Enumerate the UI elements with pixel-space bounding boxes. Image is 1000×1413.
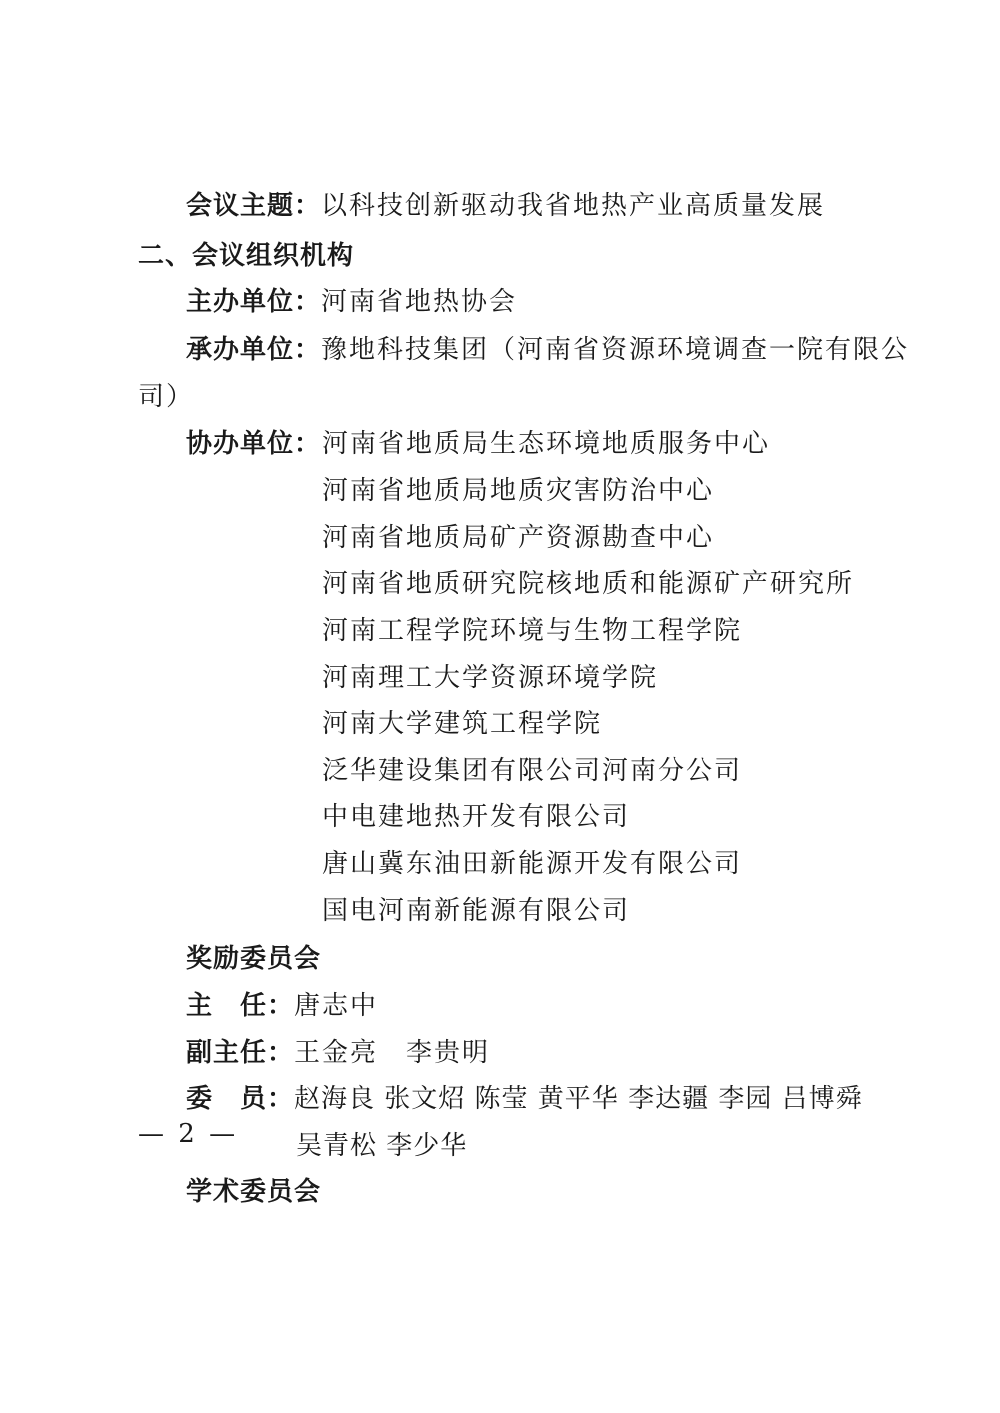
organizer-text-cont: 司） [138,382,195,412]
academic-committee-heading: 学术委员会 [186,1177,322,1207]
section2-heading: 二、会议组织机构 [138,241,355,271]
award-members-label: 委 员： [186,1084,295,1114]
co-organizer-item: 河南理工大学资源环境学院 [322,663,659,693]
organizer-line [186,334,909,366]
co-organizer-item: 河南省地质局生态环境地质服务中心 [322,429,771,459]
organizer-text: 豫地科技集团（河南省资源环境调查一院有限公 [321,335,910,365]
award-director: 唐志中 [294,991,379,1021]
award-deputies: 王金亮 李贵明 [294,1038,491,1068]
theme-line [186,190,825,222]
co-organizer-item: 河南省地质研究院核地质和能源矿产研究所 [322,569,855,599]
co-organizer-item: 中电建地热开发有限公司 [322,802,631,832]
host-text: 河南省地热协会 [321,287,518,317]
organizer-label: 承办单位： [186,335,322,365]
theme-label: 会议主题： [186,191,322,221]
co-organizer-item: 国电河南新能源有限公司 [322,896,631,926]
host-label: 主办单位： [186,287,322,317]
award-deputy-line [186,1037,490,1069]
co-organizer-item: 唐山冀东油田新能源开发有限公司 [322,849,743,879]
co-organizer-item: 河南省地质局地质灾害防治中心 [322,476,715,506]
co-organizer-item: 河南工程学院环境与生物工程学院 [322,616,743,646]
award-director-label: 主 任： [186,991,295,1021]
award-committee-heading: 奖励委员会 [186,944,322,974]
co-organizer-item: 河南省地质局矿产资源勘查中心 [322,523,715,553]
host-line [186,286,517,318]
co-organizer-item: 河南大学建筑工程学院 [322,709,603,739]
award-members-cont: 吴青松 李少华 [296,1131,468,1161]
co-organizers-label: 协办单位： [186,429,322,459]
award-members-line [186,1083,863,1115]
theme-text: 以科技创新驱动我省地热产业高质量发展 [321,191,826,221]
co-organizer-item: 泛华建设集团有限公司河南分公司 [322,756,743,786]
award-deputy-label: 副主任： [186,1038,295,1068]
award-director-line [186,990,378,1022]
award-members: 赵海良 张文炤 陈莹 黄平华 李达疆 李园 吕博舜 [294,1084,863,1114]
page-number: — 2 — [138,1119,239,1149]
